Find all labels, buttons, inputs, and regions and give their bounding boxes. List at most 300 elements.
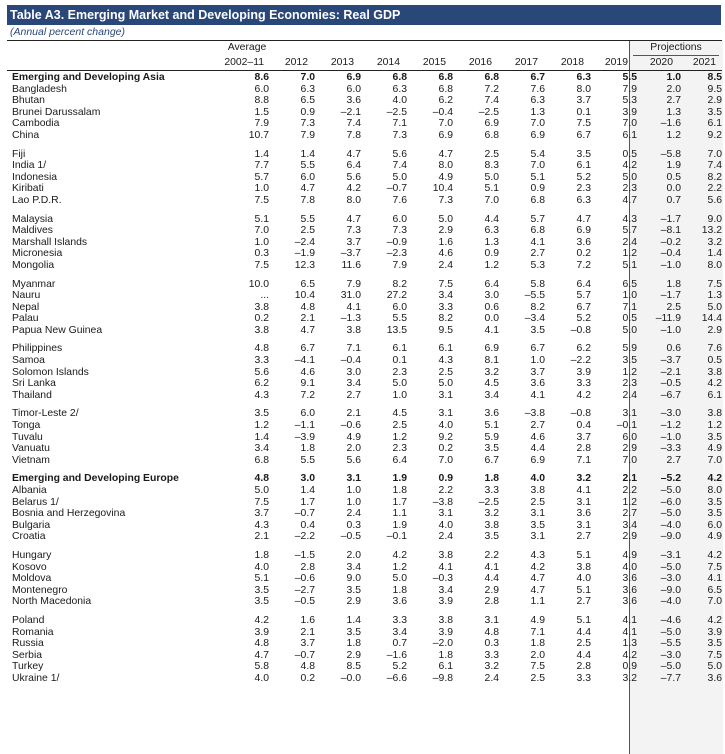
- value-cell: 3.8: [707, 366, 722, 378]
- country-name: Papua New Guinea: [12, 324, 103, 336]
- table-row: [7, 673, 722, 685]
- value-cell: 7.5: [254, 496, 269, 508]
- value-cell: –9.8: [432, 672, 453, 684]
- value-cell: 7.3: [346, 225, 361, 237]
- value-cell: 2.5: [392, 420, 407, 432]
- value-cell: 3.1: [438, 389, 453, 401]
- value-cell: 2.5: [484, 148, 499, 160]
- value-cell: 4.8: [484, 626, 499, 638]
- value-cell: –6.0: [660, 496, 681, 508]
- value-cell: –0.1: [386, 531, 407, 543]
- value-cell: –3.9: [294, 431, 315, 443]
- value-cell: 31.0: [340, 290, 361, 302]
- value-cell: 4.3: [254, 519, 269, 531]
- table-row: [7, 378, 722, 390]
- value-cell: 3.7: [346, 236, 361, 248]
- value-cell: 4.7: [300, 324, 315, 336]
- value-cell: 2.8: [576, 443, 591, 455]
- value-cell: 5.0: [622, 324, 637, 336]
- value-cell: 4.1: [622, 614, 637, 626]
- value-cell: –2.2: [294, 531, 315, 543]
- country-name: Palau: [12, 313, 39, 325]
- value-cell: 3.3: [254, 355, 269, 367]
- column-header-0: 2002–11: [224, 57, 264, 68]
- table-row: [7, 443, 722, 455]
- value-cell: 5.1: [622, 259, 637, 271]
- country-name: Lao P.D.R.: [12, 194, 62, 206]
- value-cell: 0.7: [666, 194, 681, 206]
- value-cell: 1.0: [254, 236, 269, 248]
- value-cell: 3.6: [622, 573, 637, 585]
- value-cell: 2.7: [530, 248, 545, 260]
- value-cell: 6.3: [530, 95, 545, 107]
- value-cell: 2.1: [622, 473, 637, 485]
- value-cell: 1.4: [707, 248, 722, 260]
- value-cell: 7.3: [438, 194, 453, 206]
- value-cell: 2.7: [346, 389, 361, 401]
- value-cell: 2.9: [707, 95, 722, 107]
- value-cell: 3.7: [254, 508, 269, 520]
- value-cell: 8.8: [254, 95, 269, 107]
- value-cell: 1.3: [530, 106, 545, 118]
- value-cell: 5.1: [254, 213, 269, 225]
- value-cell: 3.7: [300, 638, 315, 650]
- value-cell: 1.8: [392, 584, 407, 596]
- value-cell: 5.0: [254, 485, 269, 496]
- value-cell: 2.3: [576, 183, 591, 195]
- value-cell: 3.5: [707, 431, 722, 443]
- country-name: Bosnia and Herzegovina: [12, 508, 126, 520]
- value-cell: 6.0: [707, 519, 722, 531]
- value-cell: 7.1: [530, 626, 545, 638]
- value-cell: 1.4: [300, 485, 315, 496]
- country-name: Cambodia: [12, 118, 60, 130]
- value-cell: 10.0: [248, 278, 269, 290]
- value-cell: 5.0: [707, 301, 722, 313]
- country-name: Nepal: [12, 301, 40, 313]
- value-cell: –0.7: [386, 183, 407, 195]
- country-name: Brunei Darussalam: [12, 106, 101, 118]
- value-cell: 1.8: [346, 638, 361, 650]
- table-row: [7, 367, 722, 379]
- value-cell: 3.4: [622, 519, 637, 531]
- value-cell: 6.3: [484, 225, 499, 237]
- value-cell: –5.0: [660, 508, 681, 520]
- value-cell: 4.9: [346, 431, 361, 443]
- table-row: [7, 543, 722, 562]
- value-cell: 3.5: [707, 496, 722, 508]
- column-header-9: 2020: [649, 57, 673, 68]
- value-cell: 2.5: [300, 225, 315, 237]
- value-cell: –1.0: [660, 431, 681, 443]
- value-cell: 7.0: [707, 148, 722, 160]
- value-cell: 6.8: [484, 129, 499, 141]
- country-name: Emerging and Developing Europe: [12, 473, 179, 485]
- value-cell: 4.9: [707, 443, 722, 455]
- value-cell: 7.6: [707, 343, 722, 355]
- value-cell: 6.9: [346, 72, 361, 83]
- value-cell: 7.0: [438, 454, 453, 466]
- value-cell: –1.7: [660, 213, 681, 225]
- table-row: [7, 420, 722, 432]
- value-cell: –3.8: [524, 408, 545, 420]
- value-cell: 2.4: [622, 389, 637, 401]
- table-row: [7, 638, 722, 650]
- value-cell: 4.1: [707, 573, 722, 585]
- value-cell: 7.9: [300, 129, 315, 141]
- table-row: [7, 497, 722, 509]
- value-cell: 7.2: [300, 389, 315, 401]
- value-cell: 2.9: [707, 324, 722, 336]
- value-cell: 3.6: [622, 584, 637, 596]
- value-cell: 2.7: [576, 531, 591, 543]
- value-cell: 1.2: [484, 259, 499, 271]
- value-cell: –0.6: [340, 420, 361, 432]
- value-cell: 3.4: [438, 584, 453, 596]
- value-cell: 2.2: [622, 485, 637, 496]
- value-cell: 12.3: [294, 259, 315, 271]
- table-subtitle: (Annual percent change): [10, 26, 125, 38]
- value-cell: 1.3: [707, 290, 722, 302]
- country-name: India 1/: [12, 160, 47, 172]
- value-cell: 8.5: [707, 72, 722, 83]
- column-header-6: 2017: [514, 57, 538, 68]
- value-cell: 4.6: [438, 248, 453, 260]
- value-cell: 3.4: [438, 290, 453, 302]
- value-cell: –5.8: [660, 148, 681, 160]
- table-row: [7, 355, 722, 367]
- value-cell: 6.1: [438, 661, 453, 673]
- value-cell: 8.6: [254, 72, 269, 83]
- value-cell: 1.3: [622, 638, 637, 650]
- header-top-rule: [7, 40, 722, 41]
- value-cell: 7.0: [530, 160, 545, 172]
- country-name: Myanmar: [12, 278, 56, 290]
- value-cell: 2.5: [576, 638, 591, 650]
- country-name: Samoa: [12, 355, 45, 367]
- value-cell: 5.0: [392, 378, 407, 390]
- country-name: Serbia: [12, 649, 43, 661]
- value-cell: 4.7: [438, 148, 453, 160]
- value-cell: –2.3: [386, 248, 407, 260]
- value-cell: 1.3: [666, 106, 681, 118]
- value-cell: 9.5: [707, 83, 722, 95]
- value-cell: 3.0: [346, 366, 361, 378]
- value-cell: 1.2: [707, 420, 722, 432]
- value-cell: 2.8: [300, 561, 315, 573]
- value-cell: –8.1: [660, 225, 681, 237]
- value-cell: 3.5: [254, 584, 269, 596]
- value-cell: –3.4: [524, 313, 545, 325]
- value-cell: 7.6: [530, 83, 545, 95]
- table-row: [7, 195, 722, 207]
- value-cell: 13.2: [701, 225, 722, 237]
- value-cell: 5.1: [576, 584, 591, 596]
- value-cell: 3.3: [484, 485, 499, 496]
- value-cell: 2.4: [622, 236, 637, 248]
- value-cell: 4.7: [530, 584, 545, 596]
- table-row: [7, 290, 722, 302]
- value-cell: 6.9: [576, 225, 591, 237]
- country-name: Bangladesh: [12, 83, 67, 95]
- value-cell: 3.5: [346, 584, 361, 596]
- value-cell: –9.0: [660, 584, 681, 596]
- value-cell: 5.0: [707, 661, 722, 673]
- value-cell: 13.5: [386, 324, 407, 336]
- value-cell: 1.8: [300, 443, 315, 455]
- value-cell: 2.1: [346, 408, 361, 420]
- value-cell: 1.0: [346, 496, 361, 508]
- value-cell: 6.3: [576, 194, 591, 206]
- value-cell: 7.3: [392, 129, 407, 141]
- value-cell: 3.2: [622, 672, 637, 684]
- value-cell: 5.9: [484, 431, 499, 443]
- value-cell: 7.2: [484, 83, 499, 95]
- value-cell: 8.0: [707, 485, 722, 496]
- value-cell: 7.2: [576, 259, 591, 271]
- value-cell: 3.6: [530, 378, 545, 390]
- value-cell: 8.5: [346, 661, 361, 673]
- value-cell: 8.0: [707, 259, 722, 271]
- value-cell: 5.6: [392, 148, 407, 160]
- value-cell: 0.2: [438, 443, 453, 455]
- value-cell: 3.3: [576, 672, 591, 684]
- value-cell: 2.5: [666, 301, 681, 313]
- table-row: [7, 650, 722, 662]
- value-cell: 2.7: [530, 420, 545, 432]
- value-cell: –5.0: [660, 626, 681, 638]
- value-cell: 1.1: [530, 596, 545, 608]
- value-cell: 1.2: [392, 561, 407, 573]
- value-cell: 5.8: [530, 278, 545, 290]
- country-name: Montenegro: [12, 584, 68, 596]
- value-cell: –2.0: [432, 638, 453, 650]
- value-cell: 3.9: [707, 626, 722, 638]
- value-cell: 3.1: [438, 408, 453, 420]
- value-cell: 3.5: [530, 519, 545, 531]
- country-name: Moldova: [12, 573, 52, 585]
- value-cell: 5.6: [707, 194, 722, 206]
- value-cell: 7.0: [707, 596, 722, 608]
- value-cell: 6.4: [484, 278, 499, 290]
- value-cell: 6.0: [300, 408, 315, 420]
- value-cell: 10.4: [294, 290, 315, 302]
- value-cell: 4.6: [300, 366, 315, 378]
- value-cell: 1.1: [392, 508, 407, 520]
- table-title: Table A3. Emerging Market and Developing Economies: Real GDP: [7, 5, 721, 25]
- value-cell: 1.0: [622, 290, 637, 302]
- value-cell: –4.6: [660, 614, 681, 626]
- value-cell: –0.7: [294, 649, 315, 661]
- value-cell: –2.5: [478, 106, 499, 118]
- value-cell: 0.9: [484, 248, 499, 260]
- value-cell: 3.1: [622, 408, 637, 420]
- value-cell: 5.0: [484, 171, 499, 183]
- value-cell: 3.9: [438, 626, 453, 638]
- value-cell: 1.6: [300, 614, 315, 626]
- value-cell: 4.7: [576, 213, 591, 225]
- value-cell: 8.0: [576, 83, 591, 95]
- value-cell: 3.8: [576, 561, 591, 573]
- value-cell: –0.4: [432, 106, 453, 118]
- value-cell: 6.9: [530, 454, 545, 466]
- value-cell: –0.4: [660, 248, 681, 260]
- table-row: [7, 466, 722, 485]
- column-header-7: 2018: [560, 57, 584, 68]
- value-cell: 4.1: [530, 236, 545, 248]
- value-cell: 4.4: [576, 626, 591, 638]
- column-header-10: 2021: [692, 57, 716, 68]
- value-cell: –0.2: [660, 236, 681, 248]
- value-cell: 3.5: [707, 638, 722, 650]
- value-cell: 6.8: [254, 454, 269, 466]
- value-cell: 7.9: [254, 118, 269, 130]
- value-cell: 3.9: [438, 596, 453, 608]
- value-cell: –2.4: [294, 236, 315, 248]
- value-cell: 7.1: [346, 343, 361, 355]
- value-cell: 7.9: [392, 259, 407, 271]
- value-cell: 2.9: [438, 225, 453, 237]
- value-cell: 3.8: [438, 614, 453, 626]
- value-cell: 4.2: [254, 614, 269, 626]
- value-cell: 3.4: [346, 378, 361, 390]
- value-cell: 7.8: [300, 194, 315, 206]
- value-cell: 6.3: [300, 83, 315, 95]
- value-cell: –1.5: [294, 549, 315, 561]
- value-cell: 6.9: [530, 129, 545, 141]
- value-cell: 7.5: [576, 118, 591, 130]
- value-cell: 3.3: [576, 378, 591, 390]
- value-cell: 2.7: [622, 508, 637, 520]
- value-cell: 9.0: [346, 573, 361, 585]
- value-cell: 3.6: [576, 236, 591, 248]
- value-cell: 1.8: [254, 549, 269, 561]
- value-cell: 6.9: [484, 343, 499, 355]
- value-cell: 5.0: [392, 573, 407, 585]
- value-cell: 5.1: [254, 573, 269, 585]
- value-cell: 2.3: [392, 443, 407, 455]
- table-row: [7, 661, 722, 673]
- value-cell: 5.5: [622, 72, 637, 83]
- value-cell: 0.2: [254, 313, 269, 325]
- value-cell: 2.0: [346, 443, 361, 455]
- value-cell: 5.1: [576, 614, 591, 626]
- table-row: [7, 84, 722, 96]
- table-row: [7, 508, 722, 520]
- value-cell: 6.7: [576, 129, 591, 141]
- value-cell: –0.5: [294, 596, 315, 608]
- value-cell: 10.4: [432, 183, 453, 195]
- value-cell: 4.7: [254, 649, 269, 661]
- table-row: [7, 72, 722, 84]
- value-cell: 4.0: [254, 561, 269, 573]
- value-cell: 3.1: [346, 473, 361, 485]
- value-cell: 1.9: [392, 473, 407, 485]
- value-cell: 3.3: [392, 614, 407, 626]
- table-row: [7, 325, 722, 337]
- value-cell: 1.8: [530, 638, 545, 650]
- value-cell: –0.5: [660, 378, 681, 390]
- value-cell: 7.3: [300, 118, 315, 130]
- value-cell: 2.0: [530, 649, 545, 661]
- projections-label: Projections: [650, 42, 702, 53]
- value-cell: 6.0: [346, 83, 361, 95]
- column-header-5: 2016: [468, 57, 492, 68]
- table-row: [7, 272, 722, 291]
- value-cell: 2.7: [666, 454, 681, 466]
- table-row: [7, 302, 722, 314]
- value-cell: 3.2: [484, 508, 499, 520]
- table-row: [7, 585, 722, 597]
- table-row: [7, 401, 722, 420]
- country-name: Vanuatu: [12, 443, 50, 455]
- value-cell: 0.4: [300, 519, 315, 531]
- value-cell: 1.4: [300, 148, 315, 160]
- country-name: Hungary: [12, 549, 52, 561]
- value-cell: 1.0: [666, 72, 681, 83]
- table-row: [7, 142, 722, 161]
- value-cell: 7.3: [392, 225, 407, 237]
- value-cell: 5.2: [576, 313, 591, 325]
- value-cell: 4.3: [254, 389, 269, 401]
- value-cell: 5.5: [300, 160, 315, 172]
- value-cell: 1.2: [622, 366, 637, 378]
- table-row: [7, 455, 722, 467]
- value-cell: 0.1: [576, 106, 591, 118]
- value-cell: 6.8: [530, 194, 545, 206]
- country-name: Tuvalu: [12, 431, 43, 443]
- value-cell: 6.0: [254, 83, 269, 95]
- value-cell: 6.5: [300, 278, 315, 290]
- country-name: Croatia: [12, 531, 46, 543]
- value-cell: 4.9: [438, 171, 453, 183]
- value-cell: 2.9: [484, 584, 499, 596]
- value-cell: 4.9: [622, 549, 637, 561]
- value-cell: 0.3: [484, 638, 499, 650]
- table-row: [7, 260, 722, 272]
- value-cell: 10.7: [248, 129, 269, 141]
- value-cell: 1.8: [484, 473, 499, 485]
- value-cell: 6.5: [622, 278, 637, 290]
- value-cell: 6.0: [300, 171, 315, 183]
- value-cell: 3.8: [254, 324, 269, 336]
- value-cell: 7.7: [254, 160, 269, 172]
- value-cell: 3.6: [346, 95, 361, 107]
- value-cell: 5.4: [530, 148, 545, 160]
- table-row: [7, 627, 722, 639]
- value-cell: –3.7: [660, 355, 681, 367]
- value-cell: 5.6: [346, 171, 361, 183]
- value-cell: 4.4: [576, 649, 591, 661]
- value-cell: 6.5: [707, 584, 722, 596]
- table-row: [7, 160, 722, 172]
- table-row: [7, 95, 722, 107]
- value-cell: –0.8: [570, 324, 591, 336]
- value-cell: 7.1: [576, 454, 591, 466]
- value-cell: 9.0: [707, 213, 722, 225]
- value-cell: 4.1: [530, 389, 545, 401]
- value-cell: 5.1: [484, 183, 499, 195]
- value-cell: 7.4: [707, 160, 722, 172]
- value-cell: 9.2: [438, 431, 453, 443]
- column-header-1: 2012: [284, 57, 308, 68]
- value-cell: 3.1: [576, 496, 591, 508]
- country-name: North Macedonia: [12, 596, 92, 608]
- value-cell: 6.5: [300, 95, 315, 107]
- value-cell: 0.3: [346, 519, 361, 531]
- value-cell: 4.0: [254, 672, 269, 684]
- value-cell: –1.2: [660, 420, 681, 432]
